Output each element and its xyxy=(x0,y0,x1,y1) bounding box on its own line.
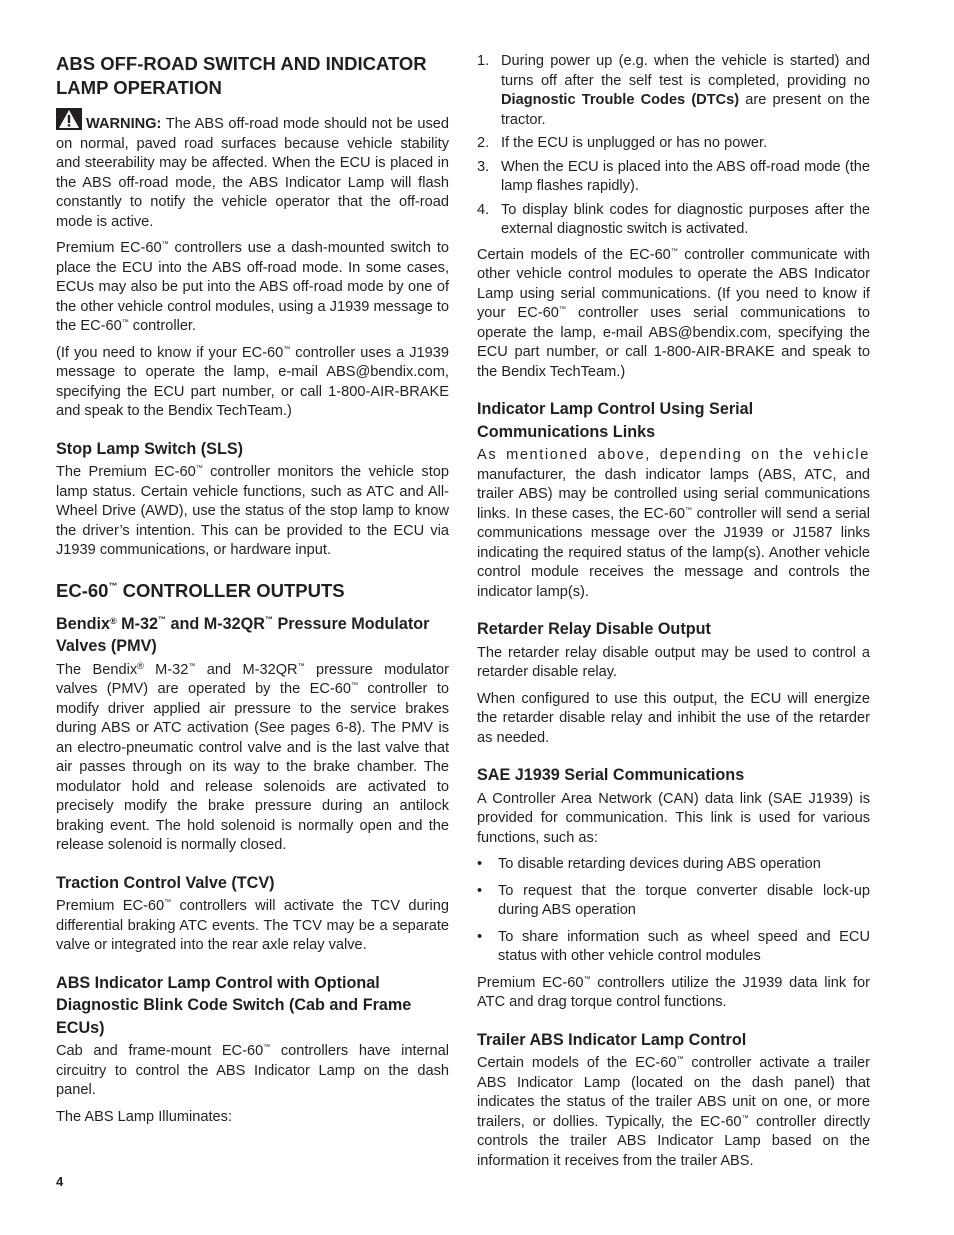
text-span: (If you need to know if your EC-60 xyxy=(56,344,284,361)
tcv-paragraph xyxy=(56,897,449,956)
sls-paragraph xyxy=(56,463,449,561)
text-span: To disable retarding devices during ABS operation xyxy=(498,856,821,872)
text-span: controller monitors the vehicle stop lamp status. Certain vehicle functions, such as ATC and All-Wheel Drive (AWD), use the status of the stop lamp to know the driver’s intention. This can be provided to the ECU via J1939 communications, or hardware input. xyxy=(56,464,449,558)
pmv-paragraph xyxy=(56,661,449,856)
text-span: controller will send a serial communications message over the J1939 or J1587 links indicating the required status of the lamp(s). Another vehicle control module receives the message and controls the indicator lamp(s). xyxy=(477,505,870,600)
text-span: The Bendix xyxy=(56,661,138,678)
text-span: Premium EC-60 xyxy=(56,240,162,256)
list-item xyxy=(477,201,870,240)
text-span: M-32 xyxy=(143,661,189,678)
trademark-symbol: ™ xyxy=(350,682,358,689)
list-item xyxy=(477,52,870,130)
serial-links-paragraph xyxy=(477,446,870,602)
text-span: If the ECU is unplugged or has no power. xyxy=(501,135,768,151)
trademark-symbol: ™ xyxy=(195,465,203,472)
offroad-heading: ABS OFF-ROAD SWITCH AND INDICATOR LAMP OPERATION xyxy=(56,53,427,98)
illuminates-list xyxy=(477,52,870,240)
trademark-symbol: ™ xyxy=(121,319,129,326)
retarder-heading: Retarder Relay Disable Output xyxy=(477,620,711,638)
list-item xyxy=(477,158,870,197)
text-span: manufacturer, the dash indicator lamps (ABS, ATC, and trailer ABS) may be controlled using serial communications links. In these cases, the EC-60 xyxy=(477,466,870,522)
trademark-symbol: ™ xyxy=(161,241,169,248)
trailer-paragraph xyxy=(477,1054,870,1171)
registered-symbol: ® xyxy=(137,660,144,671)
text-span: controller uses a J1939 message to operate the lamp, e-mail ABS@bendix.com, specifying the ECU part number, or call 1-800-AIR-BRAKE and speak to the Bendix TechTeam.) xyxy=(56,344,449,419)
text-span: Pressure Modulator Valves (PMV) xyxy=(56,614,430,655)
serial-comm-paragraph xyxy=(477,246,870,383)
lamp-illuminates-intro: The ABS Lamp Illuminates: xyxy=(56,1108,233,1125)
outputs-heading xyxy=(56,579,449,603)
text-span: To request that the torque converter disable lock-up during ABS operation xyxy=(498,882,870,918)
text-span: As mentioned above, depending on the vehicle xyxy=(477,447,870,463)
list-item xyxy=(477,855,870,875)
trademark-symbol: ™ xyxy=(188,662,196,670)
offroad-paragraph-2 xyxy=(56,344,449,422)
trailer-heading: Trailer ABS Indicator Lamp Control xyxy=(477,1030,747,1049)
text-span: controller communicate with other vehicle control modules to operate the ABS Indicator Lamp using serial communications. (If you need to know if your EC-60 xyxy=(477,246,870,321)
text-span: EC-60 xyxy=(56,579,109,601)
retarder-paragraph-1: The retarder relay disable output may be used to control a retarder disable relay. xyxy=(477,644,870,680)
text-span: are present on the tractor. xyxy=(501,92,870,128)
trademark-symbol: ™ xyxy=(297,662,305,670)
j1939-heading: SAE J1939 Serial Communications xyxy=(477,766,745,784)
text-span: controllers have internal circuitry to control the ABS Indicator Lamp on the dash panel. xyxy=(56,1043,449,1098)
offroad-paragraph-1 xyxy=(56,239,449,337)
text-span: and M-32QR xyxy=(166,614,265,633)
registered-symbol: ® xyxy=(109,615,117,626)
trademark-symbol: ™ xyxy=(283,345,291,353)
text-span: and M-32QR xyxy=(195,661,298,678)
trademark-symbol: ™ xyxy=(164,899,172,906)
list-number: 2. xyxy=(477,135,490,151)
text-span: Certain models of the EC-60 xyxy=(477,1055,677,1071)
text-span: M-32 xyxy=(116,614,159,633)
j1939-paragraph: A Controller Area Network (CAN) data link (SAE J1939) is provided for communication. This link is used for various functions, such as: xyxy=(477,790,870,846)
list-number: 4. xyxy=(477,201,490,218)
trademark-symbol: ™ xyxy=(264,614,273,624)
tcv-heading: Traction Control Valve (TCV) xyxy=(56,873,275,892)
page-number: 4 xyxy=(56,1174,64,1189)
text-span: pressure modulator valves (PMV) are operated by the EC-60 xyxy=(56,661,449,697)
text-span: CONTROLLER OUTPUTS xyxy=(117,579,345,601)
text-span: Premium EC-60 xyxy=(477,974,584,991)
text-span: controller to modify driver applied air pressure to the service brakes during ABS or ATC activation (See pages 6-8). The PMV is an electro-pneumatic control valve and is the last valve that air passes through on its way to the brake chamber. The modulator hold and release solenoids are activated to precisely modify the brake pressure during an antilock braking event. The hold solenoid is normally open and the release solenoid is normally closed. xyxy=(56,681,449,853)
text-span: When the ECU is placed into the ABS off-road mode (the lamp flashes rapidly). xyxy=(501,158,870,194)
bold-term: Diagnostic Trouble Codes (DTCs) xyxy=(501,92,740,108)
warning-text: The ABS off-road mode should not be used on normal, paved road surfaces because vehicle stability and steerability may be affected. When the ECU is placed in the ABS off-road mode, the ABS Indicator Lamp will flash constantly to notify the vehicle operator that the off-road mode is active. xyxy=(56,116,449,230)
bullet-icon: • xyxy=(477,856,483,872)
text-span: Premium EC-60 xyxy=(56,898,165,914)
text-span: To share information such as wheel speed and ECU status with other vehicle control modules xyxy=(498,928,870,964)
text-span: During power up (e.g. when the vehicle is started) and turns off after the self test is completed, providing no xyxy=(501,53,870,89)
trademark-symbol: ™ xyxy=(670,247,678,255)
text-span: Certain models of the EC-60 xyxy=(477,246,671,263)
text-span: controllers use a dash-mounted switch to place the ECU into the ABS off-road mode. In some cases, ECUs may also be put into the ABS off-road mode by one of the other vehicle control modules, using a J1939 message to the EC-60 xyxy=(56,240,449,334)
list-item xyxy=(477,882,870,921)
text-span: controller activate a trailer ABS Indicator Lamp (located on the dash panel) that indicates the status of the trailer ABS unit on one, or more trailers, or dollies. Typically, the EC-60 xyxy=(477,1055,870,1130)
text-span: Bendix xyxy=(56,614,110,633)
text-span: controller. xyxy=(128,318,197,334)
sls-heading: Stop Lamp Switch (SLS) xyxy=(56,439,244,458)
trademark-symbol: ™ xyxy=(108,580,118,591)
retarder-paragraph-2: When configured to use this output, the ECU will energize the retarder disable relay and inhibit the use of the retarder as needed. xyxy=(477,690,870,746)
trademark-symbol: ™ xyxy=(158,614,167,624)
j1939-functions-list xyxy=(477,855,870,967)
trademark-symbol: ™ xyxy=(676,1056,684,1063)
indicator-heading: ABS Indicator Lamp Control with Optional Diagnostic Blink Code Switch (Cab and Frame ECUs) xyxy=(56,973,412,1037)
warning-paragraph xyxy=(56,108,449,232)
trademark-symbol: ™ xyxy=(558,306,566,313)
trademark-symbol: ™ xyxy=(263,1044,271,1051)
left-column xyxy=(56,52,449,1134)
bullet-icon: • xyxy=(477,882,483,899)
bullet-icon: • xyxy=(477,928,483,945)
text-span: To display blink codes for diagnostic purposes after the external diagnostic switch is activated. xyxy=(501,201,870,237)
list-number: 1. xyxy=(477,53,490,69)
text-span: controller directly controls the trailer ABS Indicator Lamp based on the information it receives from the trailer ABS. xyxy=(477,1113,871,1169)
text-span: The Premium EC-60 xyxy=(56,464,196,480)
list-number: 3. xyxy=(477,158,490,175)
indicator-paragraph xyxy=(56,1042,449,1101)
text-span: Cab and frame-mount EC-60 xyxy=(56,1043,264,1059)
text-span: controllers will activate the TCV during differential braking ATC events. The TCV may be a separate valve or integrated into the rear axle relay valve. xyxy=(56,898,449,953)
text-span: controllers utilize the J1939 data link for ATC and drag torque control functions. xyxy=(477,974,870,1010)
warning-triangle-icon xyxy=(56,108,82,130)
j1939-paragraph-2 xyxy=(477,974,870,1013)
list-item xyxy=(477,134,870,154)
trademark-symbol: ™ xyxy=(685,506,693,514)
pmv-heading xyxy=(56,613,449,658)
serial-links-heading: Indicator Lamp Control Using Serial Communications Links xyxy=(477,400,754,441)
warning-label: WARNING: xyxy=(86,116,162,132)
text-span: controller uses serial communications to operate the lamp, e-mail ABS@bendix.com, specifying the ECU part number, or call 1-800-AIR-BRAKE and speak to the Bendix TechTeam.) xyxy=(477,305,870,380)
trademark-symbol: ™ xyxy=(741,1114,749,1122)
right-column xyxy=(477,52,870,1178)
trademark-symbol: ™ xyxy=(583,975,591,983)
list-item xyxy=(477,928,870,967)
